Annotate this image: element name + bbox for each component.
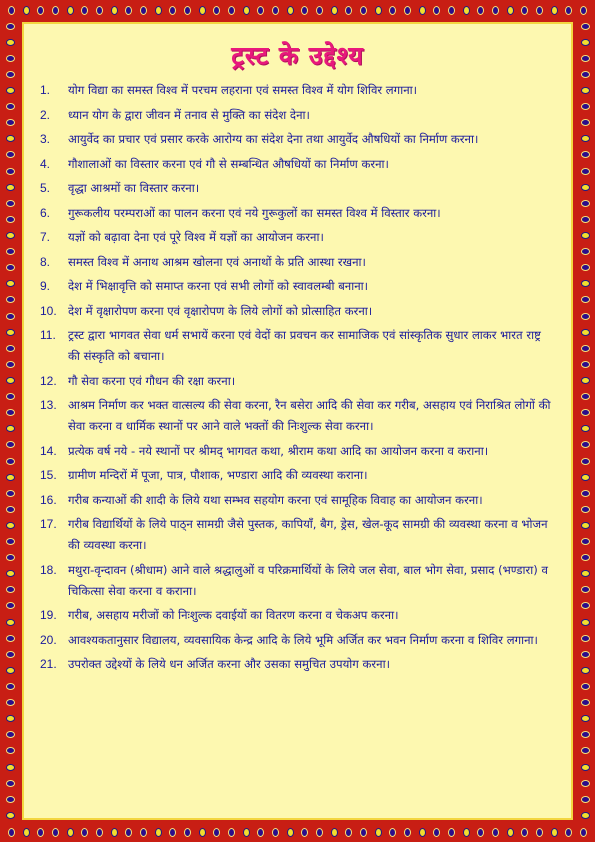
border-bead-icon <box>419 6 426 15</box>
objective-item <box>40 178 551 199</box>
objective-text: गरीब कन्याओं की शादी के लिये यथा सम्भव सहयोग करना एवं सामूहिक विवाह का आयोजन करना। <box>68 492 483 507</box>
border-bead-icon <box>6 409 15 416</box>
border-bead-icon <box>6 280 15 287</box>
border-bead-icon <box>581 168 590 175</box>
objective-text: उपरोक्त उद्देश्यों के लिये धन अर्जित करना और उसका समुचित उपयोग करना। <box>68 657 390 671</box>
border-bead-icon <box>111 828 118 837</box>
border-bead-icon <box>581 409 590 416</box>
border-bead-icon <box>6 764 15 771</box>
border-bead-icon <box>477 6 484 15</box>
border-bead-icon <box>6 506 15 513</box>
border-bead-icon <box>551 6 558 15</box>
border-bead-icon <box>140 6 147 15</box>
border-bead-icon <box>6 538 15 545</box>
border-bead-icon <box>331 6 338 15</box>
border-bead-icon <box>6 361 15 368</box>
objective-number: 19. <box>40 608 57 622</box>
border-bead-icon <box>580 6 587 15</box>
border-bead-icon <box>581 683 590 690</box>
border-bead-icon <box>6 522 15 529</box>
border-bead-icon <box>581 232 590 239</box>
border-bead-icon <box>581 554 590 561</box>
border-bead-icon <box>6 200 15 207</box>
objective-item <box>40 80 551 101</box>
objective-number: 5. <box>40 181 51 195</box>
border-bead-icon <box>37 828 44 837</box>
objective-text: गुरूकलीय परम्पराओं का पालन करना एवं नये गुरूकुलों का समस्त विश्व में विस्तार करना। <box>68 205 441 220</box>
border-bead-icon <box>492 6 499 15</box>
border-bead-icon <box>6 602 15 609</box>
border-bead-icon <box>6 296 15 303</box>
objective-text: यज्ञों को बढ़ावा देना एवं पूरे विश्व में यज्ञों का आयोजन करना। <box>68 230 324 244</box>
objective-item <box>40 129 551 150</box>
border-bead-icon <box>581 474 590 481</box>
objective-number: 4. <box>40 156 51 171</box>
objective-text: गौशालाओं का विस्तार करना एवं गौ से सम्बन्धित औषधियों का निर्माण करना। <box>68 156 389 171</box>
border-bead-icon <box>507 6 514 15</box>
top-border <box>0 1 595 19</box>
border-bead-icon <box>6 151 15 158</box>
border-bead-icon <box>389 6 396 15</box>
objective-item <box>40 276 551 297</box>
border-bead-icon <box>551 828 558 837</box>
border-bead-icon <box>581 361 590 368</box>
objective-number: 1. <box>40 83 51 97</box>
border-bead-icon <box>272 6 279 15</box>
objective-item <box>40 441 551 462</box>
border-bead-icon <box>6 425 15 432</box>
border-bead-icon <box>360 828 367 837</box>
border-bead-icon <box>6 135 15 142</box>
border-bead-icon <box>140 828 147 837</box>
border-bead-icon <box>492 828 499 837</box>
border-bead-icon <box>581 23 590 30</box>
border-bead-icon <box>360 6 367 15</box>
border-bead-icon <box>169 828 176 837</box>
border-bead-icon <box>581 151 590 158</box>
border-bead-icon <box>155 828 162 837</box>
border-bead-icon <box>228 828 235 837</box>
border-bead-icon <box>581 345 590 352</box>
border-bead-icon <box>581 602 590 609</box>
objective-text: ट्रस्ट द्वारा भागवत सेवा धर्म सभायें करना एवं वेदों का प्रवचन कर सामाजिक एवं सांस्कृतिक सुधार लाकर भारत राष्ट्र की संस्कृति को बचाना। <box>68 328 541 363</box>
objective-item <box>40 490 551 511</box>
border-bead-icon <box>581 441 590 448</box>
objective-item <box>40 395 551 437</box>
content-panel <box>22 22 573 820</box>
objective-number: 21. <box>40 657 57 671</box>
border-bead-icon <box>581 393 590 400</box>
objective-number: 2. <box>40 107 51 122</box>
border-bead-icon <box>6 184 15 191</box>
border-bead-icon <box>6 667 15 674</box>
border-bead-icon <box>581 200 590 207</box>
border-bead-icon <box>67 828 74 837</box>
objective-number: 6. <box>40 205 51 220</box>
border-bead-icon <box>404 6 411 15</box>
border-bead-icon <box>581 55 590 62</box>
objective-number: 16. <box>40 492 57 507</box>
border-bead-icon <box>581 264 590 271</box>
objective-number: 17. <box>40 517 57 531</box>
border-bead-icon <box>257 6 264 15</box>
border-bead-icon <box>6 570 15 577</box>
border-bead-icon <box>96 828 103 837</box>
border-bead-icon <box>6 103 15 110</box>
border-bead-icon <box>6 119 15 126</box>
border-bead-icon <box>23 828 30 837</box>
objective-item <box>40 154 551 175</box>
border-bead-icon <box>8 828 15 837</box>
border-bead-icon <box>6 329 15 336</box>
border-bead-icon <box>243 6 250 15</box>
border-bead-icon <box>6 747 15 754</box>
border-bead-icon <box>184 6 191 15</box>
border-bead-icon <box>6 635 15 642</box>
border-bead-icon <box>448 6 455 15</box>
border-bead-icon <box>581 425 590 432</box>
border-bead-icon <box>257 828 264 837</box>
border-bead-icon <box>375 828 382 837</box>
objective-number: 9. <box>40 279 51 293</box>
border-bead-icon <box>287 6 294 15</box>
objective-text: देश में भिक्षावृत्ति को समाप्त करना एवं सभी लोगों को स्वावलम्बी बनाना। <box>68 279 369 293</box>
border-bead-icon <box>581 329 590 336</box>
border-bead-icon <box>463 828 470 837</box>
border-bead-icon <box>581 586 590 593</box>
border-bead-icon <box>6 168 15 175</box>
border-bead-icon <box>125 6 132 15</box>
objective-number: 10. <box>40 303 57 318</box>
objective-number: 14. <box>40 443 57 458</box>
objective-number: 12. <box>40 373 57 388</box>
border-bead-icon <box>6 248 15 255</box>
objective-number: 11. <box>40 328 56 342</box>
border-bead-icon <box>565 828 572 837</box>
border-bead-icon <box>301 828 308 837</box>
border-bead-icon <box>581 506 590 513</box>
border-bead-icon <box>6 780 15 787</box>
border-bead-icon <box>345 828 352 837</box>
border-bead-icon <box>581 667 590 674</box>
border-bead-icon <box>111 6 118 15</box>
border-bead-icon <box>287 828 294 837</box>
border-bead-icon <box>581 490 590 497</box>
objective-number: 7. <box>40 230 51 244</box>
border-bead-icon <box>404 828 411 837</box>
bottom-border <box>0 823 595 841</box>
border-bead-icon <box>81 828 88 837</box>
objective-text: आवश्यकतानुसार विद्यालय, व्यवसायिक केन्द्र आदि के लिये भूमि अर्जित कर भवन निर्माण करना व शिविर लगाना। <box>68 632 538 647</box>
right-border <box>576 18 594 824</box>
border-bead-icon <box>581 651 590 658</box>
objective-item <box>40 371 551 392</box>
objective-number: 13. <box>40 398 57 412</box>
border-bead-icon <box>581 619 590 626</box>
objective-item <box>40 514 551 556</box>
border-bead-icon <box>155 6 162 15</box>
objective-item <box>40 605 551 626</box>
border-bead-icon <box>23 6 30 15</box>
objective-text: वृद्धा आश्रमों का विस्तार करना। <box>68 181 200 195</box>
objective-item <box>40 630 551 651</box>
objective-item <box>40 252 551 273</box>
border-bead-icon <box>580 828 587 837</box>
border-bead-icon <box>581 570 590 577</box>
border-bead-icon <box>213 6 220 15</box>
border-bead-icon <box>199 6 206 15</box>
border-bead-icon <box>375 6 382 15</box>
border-bead-icon <box>581 699 590 706</box>
border-bead-icon <box>6 812 15 819</box>
border-bead-icon <box>96 6 103 15</box>
border-bead-icon <box>52 6 59 15</box>
objective-text: ग्रामीण मन्दिरों में पूजा, पात्र, पौशाक, भण्डारा आदि की व्यवस्था कराना। <box>68 468 368 482</box>
border-bead-icon <box>581 747 590 754</box>
objective-item <box>40 654 551 675</box>
border-bead-icon <box>6 23 15 30</box>
border-bead-icon <box>272 828 279 837</box>
objective-text: गरीब, असहाय मरीजों को निःशुल्क दवाईयों का वितरण करना व चेकअप करना। <box>68 608 399 622</box>
border-bead-icon <box>6 490 15 497</box>
objective-text: देश में वृक्षारोपण करना एवं वृक्षारोपण के लिये लोगों को प्रोत्साहित करना। <box>68 303 373 318</box>
border-bead-icon <box>228 6 235 15</box>
border-bead-icon <box>581 764 590 771</box>
border-bead-icon <box>463 6 470 15</box>
border-bead-icon <box>6 264 15 271</box>
border-bead-icon <box>581 103 590 110</box>
border-bead-icon <box>521 828 528 837</box>
objective-item <box>40 301 551 322</box>
border-bead-icon <box>52 828 59 837</box>
border-bead-icon <box>6 87 15 94</box>
border-bead-icon <box>581 184 590 191</box>
objective-text: समस्त विश्व में अनाथ आश्रम खोलना एवं अनाथों के प्रति आस्था रखना। <box>68 254 366 269</box>
objective-text: ध्यान योग के द्वारा जीवन में तनाव से मुक्ति का संदेश देना। <box>68 107 310 122</box>
border-bead-icon <box>581 280 590 287</box>
border-bead-icon <box>581 87 590 94</box>
border-bead-icon <box>6 345 15 352</box>
border-bead-icon <box>6 39 15 46</box>
border-bead-icon <box>389 828 396 837</box>
objective-text: गरीब विद्यार्थियों के लिये पाठ्न सामग्री जैसे पुस्तक, कापियाँ, बैग, ड्रेस, खेल-कूद सामग्री की व्यवस्था करना व भोजन की व्यवस्था करना। <box>68 517 548 552</box>
border-bead-icon <box>6 393 15 400</box>
border-bead-icon <box>301 6 308 15</box>
border-bead-icon <box>565 6 572 15</box>
border-bead-icon <box>507 828 514 837</box>
border-bead-icon <box>6 232 15 239</box>
border-bead-icon <box>419 828 426 837</box>
objective-text: प्रत्येक वर्ष नये - नये स्थानों पर श्रीमद् भागवत कथा, श्रीराम कथा आदि का आयोजन करना व कराना। <box>68 443 489 458</box>
border-bead-icon <box>316 828 323 837</box>
border-bead-icon <box>448 828 455 837</box>
border-bead-icon <box>37 6 44 15</box>
border-bead-icon <box>6 619 15 626</box>
border-bead-icon <box>8 6 15 15</box>
left-border <box>1 18 19 824</box>
objective-text: आश्रम निर्माण कर भक्त वात्सल्य की सेवा करना, रैन बसेरा आदि की सेवा कर गरीब, असहाय एवं निराश्रित लोगों की सेवा करना व धार्मिक स्थानों पर आने वाले भक्तों की निःशुल्क सेवा करना। <box>68 398 551 433</box>
border-bead-icon <box>125 828 132 837</box>
objectives-list <box>24 80 571 675</box>
border-bead-icon <box>581 780 590 787</box>
border-bead-icon <box>581 522 590 529</box>
objective-item <box>40 560 551 602</box>
border-bead-icon <box>581 71 590 78</box>
border-bead-icon <box>213 828 220 837</box>
border-bead-icon <box>581 635 590 642</box>
border-bead-icon <box>521 6 528 15</box>
border-bead-icon <box>581 538 590 545</box>
border-bead-icon <box>581 377 590 384</box>
border-bead-icon <box>184 828 191 837</box>
objective-number: 15. <box>40 468 57 482</box>
border-bead-icon <box>6 55 15 62</box>
border-bead-icon <box>581 216 590 223</box>
border-bead-icon <box>581 296 590 303</box>
border-bead-icon <box>581 119 590 126</box>
objective-number: 18. <box>40 562 57 577</box>
border-bead-icon <box>581 313 590 320</box>
border-bead-icon <box>345 6 352 15</box>
border-bead-icon <box>477 828 484 837</box>
border-bead-icon <box>433 828 440 837</box>
border-bead-icon <box>6 715 15 722</box>
objective-text: गौ सेवा करना एवं गौधन की रक्षा करना। <box>68 373 236 388</box>
border-bead-icon <box>581 715 590 722</box>
border-bead-icon <box>6 216 15 223</box>
border-bead-icon <box>581 458 590 465</box>
border-bead-icon <box>6 699 15 706</box>
border-bead-icon <box>199 828 206 837</box>
border-bead-icon <box>6 586 15 593</box>
border-bead-icon <box>169 6 176 15</box>
border-bead-icon <box>331 828 338 837</box>
border-bead-icon <box>6 651 15 658</box>
border-bead-icon <box>536 828 543 837</box>
objective-text: आयुर्वेद का प्रचार एवं प्रसार करके आरोग्य का संदेश देना तथा आयुर्वेद औषधियों का निर्माण करना। <box>68 132 479 146</box>
objective-text: योग विद्या का समस्त विश्व में परचम लहराना एवं समस्त विश्व में योग शिविर लगाना। <box>68 83 418 97</box>
border-bead-icon <box>581 812 590 819</box>
border-bead-icon <box>67 6 74 15</box>
border-bead-icon <box>6 71 15 78</box>
border-bead-icon <box>433 6 440 15</box>
objective-item <box>40 325 551 367</box>
border-bead-icon <box>6 441 15 448</box>
border-bead-icon <box>6 474 15 481</box>
border-bead-icon <box>6 377 15 384</box>
border-bead-icon <box>6 313 15 320</box>
page-title: ट्रस्ट के उद्देश्य <box>231 41 364 70</box>
border-bead-icon <box>581 39 590 46</box>
border-bead-icon <box>536 6 543 15</box>
border-bead-icon <box>316 6 323 15</box>
objective-number: 3. <box>40 132 51 146</box>
border-bead-icon <box>81 6 88 15</box>
border-bead-icon <box>581 135 590 142</box>
border-bead-icon <box>581 796 590 803</box>
objective-item <box>40 203 551 224</box>
objective-item <box>40 227 551 248</box>
objective-number: 8. <box>40 254 51 269</box>
border-bead-icon <box>581 731 590 738</box>
border-bead-icon <box>6 683 15 690</box>
border-bead-icon <box>6 554 15 561</box>
border-bead-icon <box>6 731 15 738</box>
border-bead-icon <box>581 248 590 255</box>
objective-number: 20. <box>40 632 57 647</box>
border-bead-icon <box>243 828 250 837</box>
objective-text: मथुरा-वृन्दावन (श्रीधाम) आने वाले श्रद्धालुओं व परिक्रमार्थियों के लिये जल सेवा, बाल भोग सेवा, प्रसाद (भण्डारा) व चिकित्सा सेवा करना व कराना। <box>68 562 548 598</box>
objective-item <box>40 105 551 126</box>
objective-item <box>40 465 551 486</box>
border-bead-icon <box>6 796 15 803</box>
border-bead-icon <box>6 458 15 465</box>
